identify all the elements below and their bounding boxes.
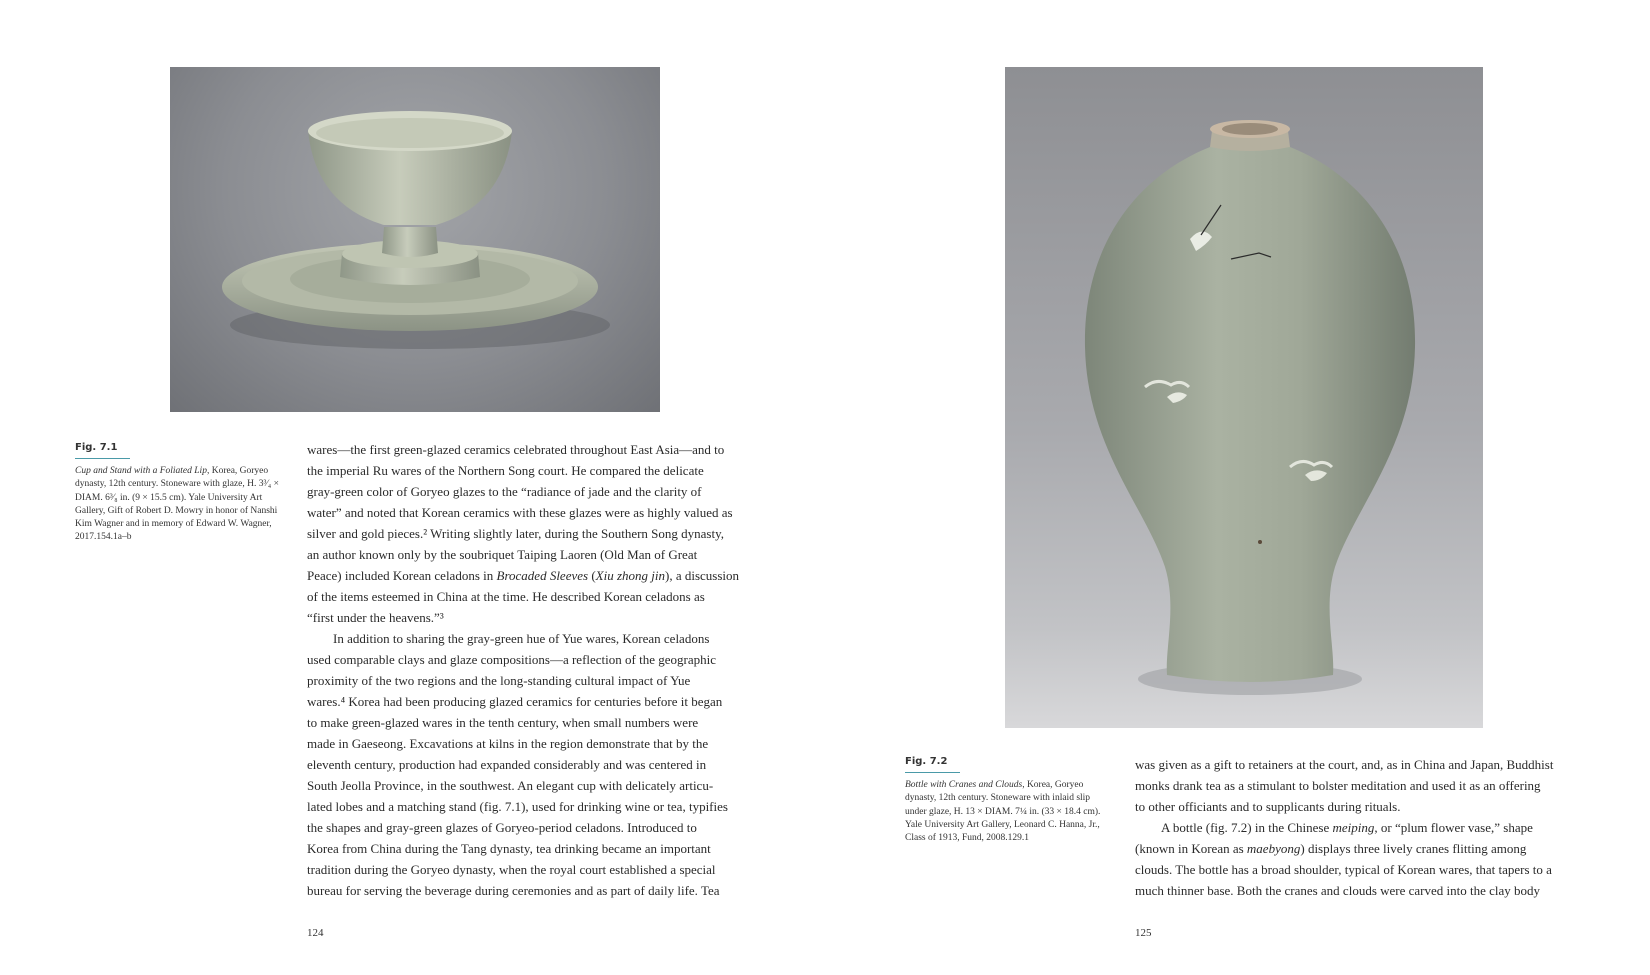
text-run: A bottle (fig. 7.2) in the Chinese bbox=[1161, 820, 1333, 835]
caption-details: , Korea, Goryeo dynasty, 12th century. Stoneware with glaze, H. 3³⁄₄ × DIAM. 6³⁄₈ in. (9 × 15.5 cm). Yale University Art Gallery, Gift of Robert D. Mowry in honor of Nanshi Kim Wagner and in memory of Edward W. Wagner, 2017.154.1a–b bbox=[75, 466, 279, 543]
body-line bbox=[307, 586, 757, 607]
text-run: , or “plum flower vase,” shape bbox=[1374, 820, 1533, 835]
text-run: eleventh century, production had expanded considerably and was centered in bbox=[307, 757, 707, 772]
text-run: the shapes and gray-green glazes of Goryeo-period celadons. Introduced to bbox=[307, 820, 697, 835]
text-run: monks drank tea as a stimulant to bolster meditation and used it as an offering bbox=[1135, 778, 1541, 793]
body-line bbox=[307, 796, 757, 817]
body-line bbox=[307, 481, 757, 502]
body-line bbox=[1135, 775, 1585, 796]
bottle-photo bbox=[1005, 67, 1483, 728]
page-number-right: 125 bbox=[1135, 927, 1152, 939]
body-line bbox=[307, 838, 757, 859]
body-line bbox=[1135, 880, 1585, 901]
body-line bbox=[307, 712, 757, 733]
text-run: In addition to sharing the gray-green hue of Yue wares, Korean celadons bbox=[333, 631, 710, 646]
text-run: South Jeolla Province, in the southwest. An elegant cup with delicately articu- bbox=[307, 778, 714, 793]
body-line bbox=[1135, 859, 1585, 880]
text-run: made in Gaeseong. Excavations at kilns in the region demonstrate that by the bbox=[307, 736, 709, 751]
body-line bbox=[307, 565, 757, 586]
text-run: much thinner base. Both the cranes and clouds were carved into the clay body bbox=[1135, 883, 1541, 898]
text-run: “first under the heavens.”³ bbox=[307, 610, 444, 625]
body-line bbox=[307, 502, 757, 523]
text-run: used comparable clays and glaze compositions—a reflection of the geographic bbox=[307, 652, 716, 667]
right-page bbox=[825, 0, 1650, 975]
body-line bbox=[307, 460, 757, 481]
text-run: (known in Korean as bbox=[1135, 841, 1247, 856]
text-run: ) displays three lively cranes flitting among bbox=[1300, 841, 1527, 856]
text-run: gray-green color of Goryeo glazes to the “radiance of jade and the clarity of bbox=[307, 484, 702, 499]
body-line bbox=[307, 649, 757, 670]
right-body-text bbox=[1135, 754, 1585, 901]
caption-rule bbox=[905, 772, 960, 773]
left-body-text bbox=[307, 439, 757, 901]
caption-title: Cup and Stand with a Foliated Lip bbox=[75, 466, 207, 476]
body-line bbox=[307, 607, 757, 628]
page-number-left: 124 bbox=[307, 927, 324, 939]
body-line bbox=[307, 628, 757, 649]
body-line bbox=[307, 754, 757, 775]
figure-label: Fig. 7.2 bbox=[905, 756, 948, 767]
text-run: to other officiants and to supplicants during rituals. bbox=[1135, 799, 1401, 814]
body-line bbox=[307, 859, 757, 880]
body-line bbox=[1135, 838, 1585, 859]
italic-term: Brocaded Sleeves bbox=[496, 568, 589, 583]
italic-term: Xiu zhong jin bbox=[595, 568, 666, 583]
body-line bbox=[307, 670, 757, 691]
text-run: was given as a gift to retainers at the court, and, as in China and Japan, Buddhist bbox=[1135, 757, 1554, 772]
cup-and-stand-photo bbox=[170, 67, 660, 412]
text-run: to make green-glazed wares in the tenth century, when small numbers were bbox=[307, 715, 699, 730]
text-run: wares.⁴ Korea had been producing glazed ceramics for centuries before it began bbox=[307, 694, 723, 709]
caption-details: , Korea, Goryeo dynasty, 12th century. Stoneware with inlaid slip under glaze, H. 13 × DIAM. 7¼ in. (33 × 18.4 cm). Yale University Art Gallery, Leonard C. Hanna, Jr., Class of 1913, Fund, 2008.129.1 bbox=[905, 780, 1101, 844]
body-line bbox=[1135, 754, 1585, 775]
text-run: proximity of the two regions and the long-standing cultural impact of Yue bbox=[307, 673, 691, 688]
body-line bbox=[307, 691, 757, 712]
caption-title: Bottle with Cranes and Clouds bbox=[905, 780, 1023, 790]
text-run: water” and noted that Korean ceramics with these glazes were as highly valued as bbox=[307, 505, 733, 520]
body-line bbox=[307, 817, 757, 838]
text-run: of the items esteemed in China at the time. He described Korean celadons as bbox=[307, 589, 705, 604]
caption-rule bbox=[75, 458, 130, 459]
text-run: ), a discussion bbox=[665, 568, 740, 583]
body-line bbox=[307, 733, 757, 754]
body-line bbox=[307, 775, 757, 796]
text-run: clouds. The bottle has a broad shoulder, typical of Korean wares, that tapers to a bbox=[1135, 862, 1552, 877]
italic-term: meiping bbox=[1332, 820, 1375, 835]
text-run: Peace) included Korean celadons in bbox=[307, 568, 497, 583]
text-run: lated lobes and a matching stand (fig. 7.1), used for drinking wine or tea, typifies bbox=[307, 799, 728, 814]
text-run: wares—the first green-glazed ceramics celebrated throughout East Asia—and to bbox=[307, 442, 725, 457]
body-line bbox=[307, 523, 757, 544]
cup-and-stand-illustration bbox=[170, 67, 660, 412]
text-run: silver and gold pieces.² Writing slightly later, during the Southern Song dynasty, bbox=[307, 526, 724, 541]
text-run: bureau for serving the beverage during ceremonies and as part of daily life. Tea bbox=[307, 883, 720, 898]
italic-term: maebyong bbox=[1246, 841, 1301, 856]
body-line bbox=[307, 544, 757, 565]
figure-7-2-caption-block bbox=[905, 756, 1105, 845]
body-line bbox=[307, 439, 757, 460]
bottle-illustration bbox=[1005, 67, 1483, 728]
body-line bbox=[1135, 817, 1585, 838]
body-line bbox=[307, 880, 757, 901]
text-run: the imperial Ru wares of the Northern Song court. He compared the delicate bbox=[307, 463, 704, 478]
figure-caption bbox=[75, 465, 285, 545]
text-run: tradition during the Goryeo dynasty, when the royal court established a special bbox=[307, 862, 716, 877]
figure-label: Fig. 7.1 bbox=[75, 442, 118, 453]
text-run: Korea from China during the Tang dynasty, tea drinking became an important bbox=[307, 841, 711, 856]
text-run: an author known only by the soubriquet Taiping Laoren (Old Man of Great bbox=[307, 547, 698, 562]
body-line bbox=[1135, 796, 1585, 817]
figure-caption bbox=[905, 779, 1105, 845]
figure-7-1-caption-block bbox=[75, 442, 285, 545]
text-run: ( bbox=[588, 568, 596, 583]
